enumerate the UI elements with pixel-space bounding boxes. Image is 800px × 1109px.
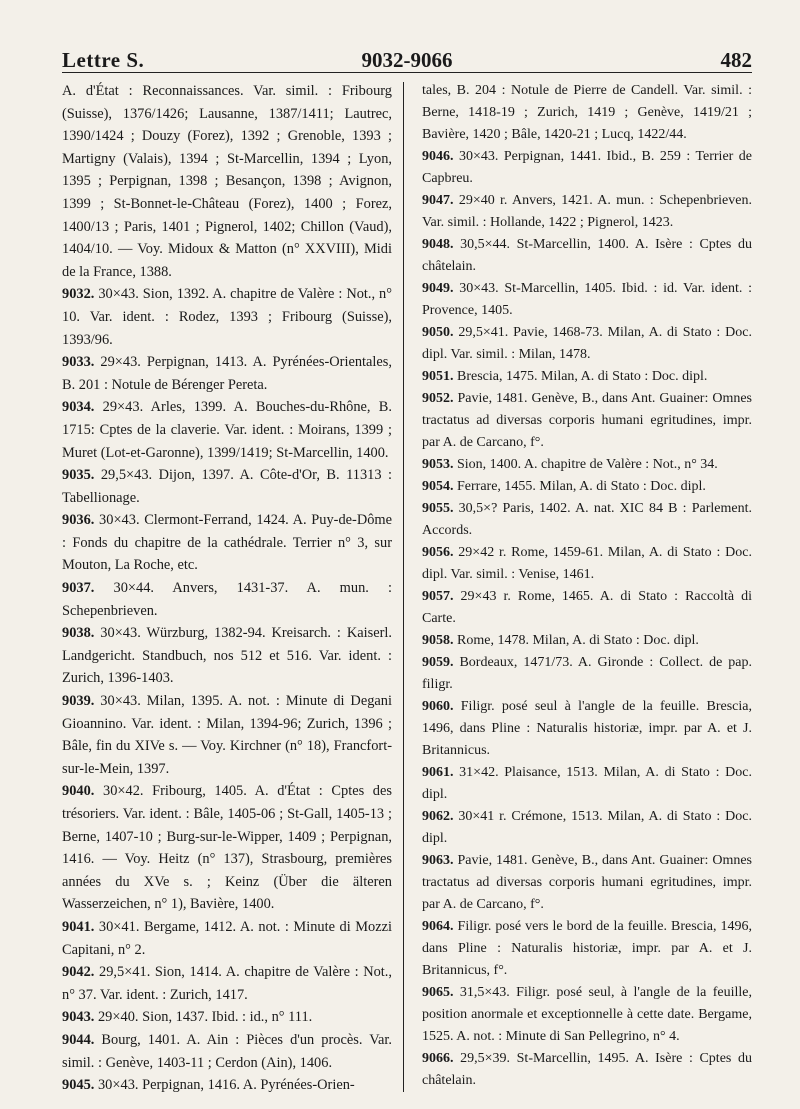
- entry-number: 9058.: [422, 633, 454, 648]
- entry-number: 9050.: [422, 325, 454, 340]
- entry-9042: 9042. 29,5×41. Sion, 1414. A. chapitre de Valère : Not., n° 37. Var. ident. : Zurich, 1417.: [62, 964, 392, 1003]
- entry-number: 9046.: [422, 149, 454, 164]
- entry-9050: 9050. 29,5×41. Pavie, 1468-73. Milan, A. di Stato : Doc. dipl. Var. simil. : Milan, 1478.: [422, 325, 752, 362]
- entry-9039: 9039. 30×43. Milan, 1395. A. not. : Minute di Degani Gioannino. Var. ident. : Milan, 1394-96; Zurich, 1396 ; Bâle, fin du XIVe s. — Voy. Kirchner (n° 18), Francfort-sur-le-Mein, 1397.: [62, 693, 392, 777]
- entry-number: 9045.: [62, 1077, 95, 1094]
- entry-9056: 9056. 29×42 r. Rome, 1459-61. Milan, A. di Stato : Doc. dipl. Var. simil. : Venise, 1461.: [422, 545, 752, 582]
- entry-number: 9047.: [422, 193, 454, 208]
- entry-9038: 9038. 30×43. Würzburg, 1382-94. Kreisarch. : Kaiserl. Landgericht. Standbuch, nos 512 et 516. Var. ident. : Zurich, 1396-1403.: [62, 625, 392, 687]
- entry-9057: 9057. 29×43 r. Rome, 1465. A. di Stato : Raccoltà di Carte.: [422, 589, 752, 626]
- header-rule: [62, 72, 752, 73]
- entry-9040: 9040. 30×42. Fribourg, 1405. A. d'État : Cptes des trésoriers. Var. ident. : Bâle, 1405-06 ; St-Gall, 1405-13 ; Berne, 1407-10 ; Burg-sur-le-Wipper, 1409 ; Perpignan, 1416. — Voy. Heitz (n° 137), Strasbourg, premières années du XVe s. ; Keinz (Über die älteren Wasserzeichen, n° 1), Bavière, 1400.: [62, 783, 392, 913]
- entry-9046: 9046. 30×43. Perpignan, 1441. Ibid., B. 259 : Terrier de Capbreu.: [422, 149, 752, 186]
- entry-number: 9063.: [422, 853, 454, 868]
- entry-9054: 9054. Ferrare, 1455. Milan, A. di Stato : Doc. dipl.: [422, 479, 706, 494]
- entry-9065: 9065. 31,5×43. Filigr. posé seul, à l'angle de la feuille, position anormale et exceptionnelle à cette date. Bergame, 1525. A. not. : Minute di San Pellegrino, n° 4.: [422, 985, 752, 1044]
- entry-number: 9038.: [62, 625, 95, 642]
- entry-9048: 9048. 30,5×44. St-Marcellin, 1400. A. Isère : Cptes du châtelain.: [422, 237, 752, 274]
- entry-9033: 9033. 29×43. Perpignan, 1413. A. Pyrénées-Orientales, B. 201 : Notule de Bérenger Pereta.: [62, 354, 392, 393]
- entry-9066: 9066. 29,5×39. St-Marcellin, 1495. A. Isère : Cptes du châtelain.: [422, 1051, 752, 1088]
- entry-number: 9035.: [62, 467, 95, 484]
- entry-number: 9053.: [422, 457, 454, 472]
- entry-number: 9056.: [422, 545, 454, 560]
- entry-9061: 9061. 31×42. Plaisance, 1513. Milan, A. di Stato : Doc. dipl.: [422, 765, 752, 802]
- right-column: [422, 80, 752, 1092]
- entry-9043: 9043. 29×40. Sion, 1437. Ibid. : id., n° 111.: [62, 1009, 313, 1026]
- entry-number: 9054.: [422, 479, 454, 494]
- entry-9045-cont: tales, B. 204 : Notule de Pierre de Candell. Var. simil. : Berne, 1418-19 ; Zurich, 1419 ; Genève, 1419/21 ; Bavière, 1420 ; Bâle, 1420-21 ; Lucq, 1422/44.: [422, 83, 752, 142]
- running-header: [62, 44, 752, 70]
- entry-number: 9042.: [62, 964, 95, 981]
- entry-9051: 9051. Brescia, 1475. Milan, A. di Stato : Doc. dipl.: [422, 369, 708, 384]
- entry-continued: A. d'État : Reconnaissances. Var. simil. : Fribourg (Suisse), 1376/1426; Lausanne, 1387/1411; Lautrec, 1390/1424 ; Douzy (Forez), 1392 ; Grenoble, 1393 ; Martigny (Valais), 1394 ; St-Marcellin, 1394 ; Lyon, 1395 ; Perpignan, 1398 ; Besançon, 1398 ; Avignon, 1399 ; St-Bonnet-le-Château (Forez), 1400 ; Forez, 1400/13 ; Paris, 1401 ; Pignerol, 1402; Chillon (Vaud), 1404/10. — Voy. Midoux & Matton (n° XXVIII), Midi de la France, 1388.: [62, 83, 392, 280]
- header-range: 9032-9066: [361, 48, 453, 72]
- entry-number: 9066.: [422, 1051, 454, 1066]
- page-number: 482: [720, 48, 752, 72]
- entry-number: 9043.: [62, 1009, 95, 1026]
- entry-number: 9064.: [422, 919, 454, 934]
- entry-9044: 9044. Bourg, 1401. A. Ain : Pièces d'un procès. Var. simil. : Genève, 1403-11 ; Cerdon (Ain), 1406.: [62, 1031, 392, 1071]
- entry-9059: 9059. Bordeaux, 1471/73. A. Gironde : Collect. de pap. filigr.: [422, 655, 752, 692]
- entry-number: 9044.: [62, 1031, 95, 1048]
- entry-9064: 9064. Filigr. posé vers le bord de la feuille. Brescia, 1496, dans Pline : Naturalis historiæ, impr. par A. et J. Britannicus, f°.: [422, 919, 752, 978]
- entry-number: 9048.: [422, 237, 454, 252]
- entry-number: 9061.: [422, 765, 454, 780]
- entry-9036: 9036. 30×43. Clermont-Ferrand, 1424. A. Puy-de-Dôme : Fonds du chapitre de la cathédrale. Terrier n° 3, sur Mouton, La Roche, etc.: [62, 512, 392, 574]
- entry-9060: 9060. Filigr. posé seul à l'angle de la feuille. Brescia, 1496, dans Pline : Naturalis historiæ, impr. par A. et J. Britannicus.: [422, 699, 752, 758]
- entry-9035: 9035. 29,5×43. Dijon, 1397. A. Côte-d'Or, B. 11313 : Tabellionage.: [62, 467, 392, 506]
- entry-number: 9051.: [422, 369, 454, 384]
- entry-number: 9049.: [422, 281, 454, 296]
- entry-number: 9040.: [62, 783, 95, 800]
- entry-number: 9052.: [422, 391, 454, 406]
- entry-9045: 9045. 30×43. Perpignan, 1416. A. Pyrénées-Orien-: [62, 1077, 355, 1094]
- entry-9032: 9032. 30×43. Sion, 1392. A. chapitre de Valère : Not., n° 10. Var. ident. : Rodez, 1393 ; Fribourg (Suisse), 1393/96.: [62, 286, 392, 348]
- entry-number: 9036.: [62, 512, 95, 529]
- entry-number: 9033.: [62, 354, 95, 371]
- entry-number: 9062.: [422, 809, 454, 824]
- header-letter: Lettre S.: [62, 48, 145, 72]
- entry-9058: 9058. Rome, 1478. Milan, A. di Stato : Doc. dipl.: [422, 633, 699, 648]
- entry-number: 9037.: [62, 580, 95, 597]
- entry-9049: 9049. 30×43. St-Marcellin, 1405. Ibid. : id. Var. ident. : Provence, 1405.: [422, 281, 752, 318]
- entry-9047: 9047. 29×40 r. Anvers, 1421. A. mun. : Schepenbrieven. Var. simil. : Hollande, 1422 ; Pignerol, 1423.: [422, 193, 752, 230]
- entry-9063: 9063. Pavie, 1481. Genève, B., dans Ant. Guainer: Omnes tractatus ad diversas corporis humani egritudines, impr. par A. de Carcano, f°.: [422, 853, 752, 912]
- entry-number: 9041.: [62, 918, 95, 935]
- entry-number: 9057.: [422, 589, 454, 604]
- entry-9034: 9034. 29×43. Arles, 1399. A. Bouches-du-Rhône, B. 1715: Cptes de la claverie. Var. ident. : Moirans, 1399 ; Muret (Lot-et-Garonne), 1399/1419; St-Marcellin, 1400.: [62, 399, 392, 461]
- entry-number: 9034.: [62, 399, 95, 416]
- entry-number: 9060.: [422, 699, 454, 714]
- entry-number: 9055.: [422, 501, 454, 516]
- entry-number: 9065.: [422, 985, 454, 1000]
- entry-9041: 9041. 30×41. Bergame, 1412. A. not. : Minute di Mozzi Capitani, n° 2.: [62, 918, 392, 958]
- left-column: [62, 80, 392, 1097]
- entry-9052: 9052. Pavie, 1481. Genève, B., dans Ant. Guainer: Omnes tractatus ad diversas corporis humani egritudines, impr. par A. de Carcano, f°.: [422, 391, 752, 450]
- entry-9055: 9055. 30,5×? Paris, 1402. A. nat. XIC 84 B : Parlement. Accords.: [422, 501, 752, 538]
- entry-number: 9032.: [62, 286, 95, 303]
- entry-number: 9059.: [422, 655, 454, 670]
- entry-9062: 9062. 30×41 r. Crémone, 1513. Milan, A. di Stato : Doc. dipl.: [422, 809, 752, 846]
- entry-number: 9039.: [62, 693, 95, 710]
- entry-9053: 9053. Sion, 1400. A. chapitre de Valère : Not., n° 34.: [422, 457, 718, 472]
- entry-9037: 9037. 30×44. Anvers, 1431-37. A. mun. : Schepenbrieven.: [62, 580, 392, 619]
- column-divider: [403, 82, 404, 1092]
